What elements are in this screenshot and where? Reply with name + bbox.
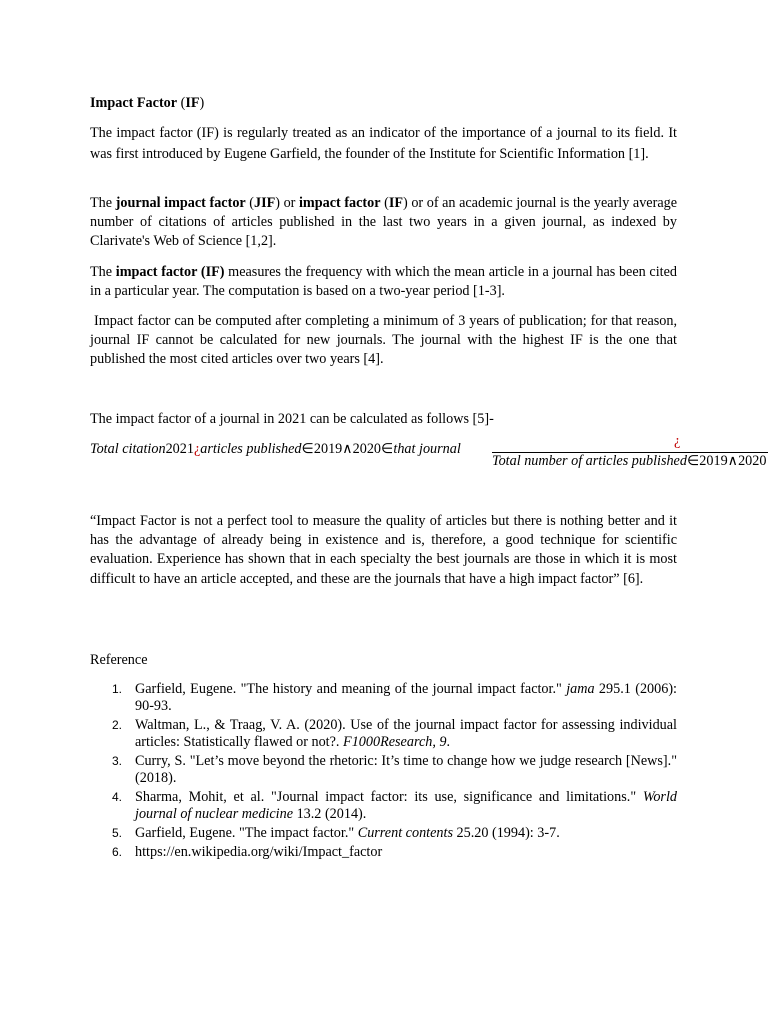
reference-details: .: [446, 734, 451, 750]
section-heading: [90, 94, 677, 113]
paragraph-intro: The impact factor (IF) is regularly treated as an indicator of the importance of a journal to its field. It was first introduced by Eugene Garfield, the founder of the Institute for Scientific Information [1].: [90, 125, 677, 162]
reference-number: 4.: [112, 790, 123, 804]
heading-abbr: IF: [185, 95, 200, 111]
impact-factor-formula: [90, 433, 768, 479]
formula-denominator: [492, 453, 766, 470]
reference-number: 3.: [112, 754, 123, 768]
heading-text: Impact Factor: [90, 95, 178, 111]
p2-bold-4: IF: [388, 195, 404, 211]
formula-lhs: [90, 441, 461, 458]
reference-text: Garfield, Eugene. "The impact factor.": [135, 825, 358, 841]
reference-source: World journal of nuclear medicine: [135, 789, 677, 822]
formula-denominator-range: ∈2019∧2020: [686, 453, 767, 469]
p2-text-1: The: [90, 195, 116, 211]
p2-text-5: ) or of an academic journal is the yearly average number of citations of articles published in the last two years in a given journal, as indexed by Clarivate's Web of Science [1,2].: [90, 195, 678, 250]
formula-articles-published: articles published: [200, 441, 302, 457]
reference-text: Garfield, Eugene. "The history and meaning of the journal impact factor.": [135, 681, 567, 697]
reference-number: 6.: [112, 845, 123, 859]
p3-text-1: The: [90, 264, 116, 280]
reference-text: https://en.wikipedia.org/wiki/Impact_factor: [135, 844, 383, 860]
reference-text: Waltman, L., & Traag, V. A. (2020). Use of the journal impact factor for assessing individual articles: Statistically flawed or not?.: [135, 717, 677, 750]
formula-range: ∈2019∧2020∈: [301, 441, 394, 457]
heading-close: ): [199, 95, 205, 111]
quote-paragraph: “Impact Factor is not a perfect tool to measure the quality of articles but there is nothing better and it has the advantage of already being in existence and is, therefore, a good technique for scientific evaluation. Experience has shown that in each specialty the best journals are those in which it is most difficult to have an article accepted, and these are the journals that have a high impact factor” [6].: [90, 513, 677, 587]
p2-bold-2: JIF: [254, 195, 276, 211]
paragraph-jif-definition: [90, 194, 677, 252]
reference-source: F1000Research, 9: [343, 734, 447, 750]
p2-text-3: ) or: [275, 195, 299, 211]
formula-total-citation: Total citation: [90, 441, 166, 457]
reference-text: Sharma, Mohit, et al. "Journal impact factor: its use, significance and limitations.": [135, 789, 643, 805]
reference-source: Current contents: [357, 825, 453, 841]
heading-open: (: [177, 95, 186, 111]
reference-details: 13.2 (2014).: [293, 806, 367, 822]
paragraph-if-measures: [90, 263, 677, 301]
paragraph-minimum-years: Impact factor can be computed after completing a minimum of 3 years of publication; for that reason, journal IF cannot be calculated for new journals. The journal with the highest IF is the one that published the most cited articles over two years [4].: [90, 313, 681, 368]
reference-item: [90, 717, 677, 751]
p2-bold-1: journal impact factor: [115, 195, 246, 211]
p3-text-2: measures the frequency with which the mean article in a journal has been cited in a particular year. The computation is based on a two-year period [1-3].: [90, 264, 677, 300]
p3-bold-1: impact factor (IF): [115, 264, 225, 280]
formula-denominator-text: Total number of articles published: [492, 453, 687, 469]
reference-item: [90, 753, 677, 787]
formula-that-journal: that journal: [393, 441, 461, 457]
reference-item: [90, 844, 677, 861]
formula-year: 2021: [165, 441, 194, 457]
reference-number: 1.: [112, 682, 123, 696]
formula-mark: ¿: [193, 441, 201, 457]
p2-bold-3: impact factor: [298, 195, 381, 211]
reference-item: [90, 681, 677, 715]
reference-item: [90, 825, 677, 842]
reference-item: [90, 789, 677, 823]
reference-heading: Reference: [90, 652, 148, 668]
reference-details: 295.1 (2006): 90-93.: [135, 681, 677, 714]
p2-text-4: (: [380, 195, 389, 211]
reference-details: 25.20 (1994): 3-7.: [452, 825, 560, 841]
formula-numerator: ¿: [674, 433, 681, 449]
p2-text-2: (: [245, 195, 255, 211]
reference-text: Curry, S. "Let’s move beyond the rhetoric: It’s time to change how we judge research [News]." (2018).: [135, 753, 677, 786]
reference-source: jama: [566, 681, 595, 697]
reference-list: [90, 681, 677, 863]
paragraph-calculation-intro: The impact factor of a journal in 2021 can be calculated as follows [5]-: [90, 411, 494, 427]
reference-number: 2.: [112, 718, 123, 732]
reference-number: 5.: [112, 826, 123, 840]
